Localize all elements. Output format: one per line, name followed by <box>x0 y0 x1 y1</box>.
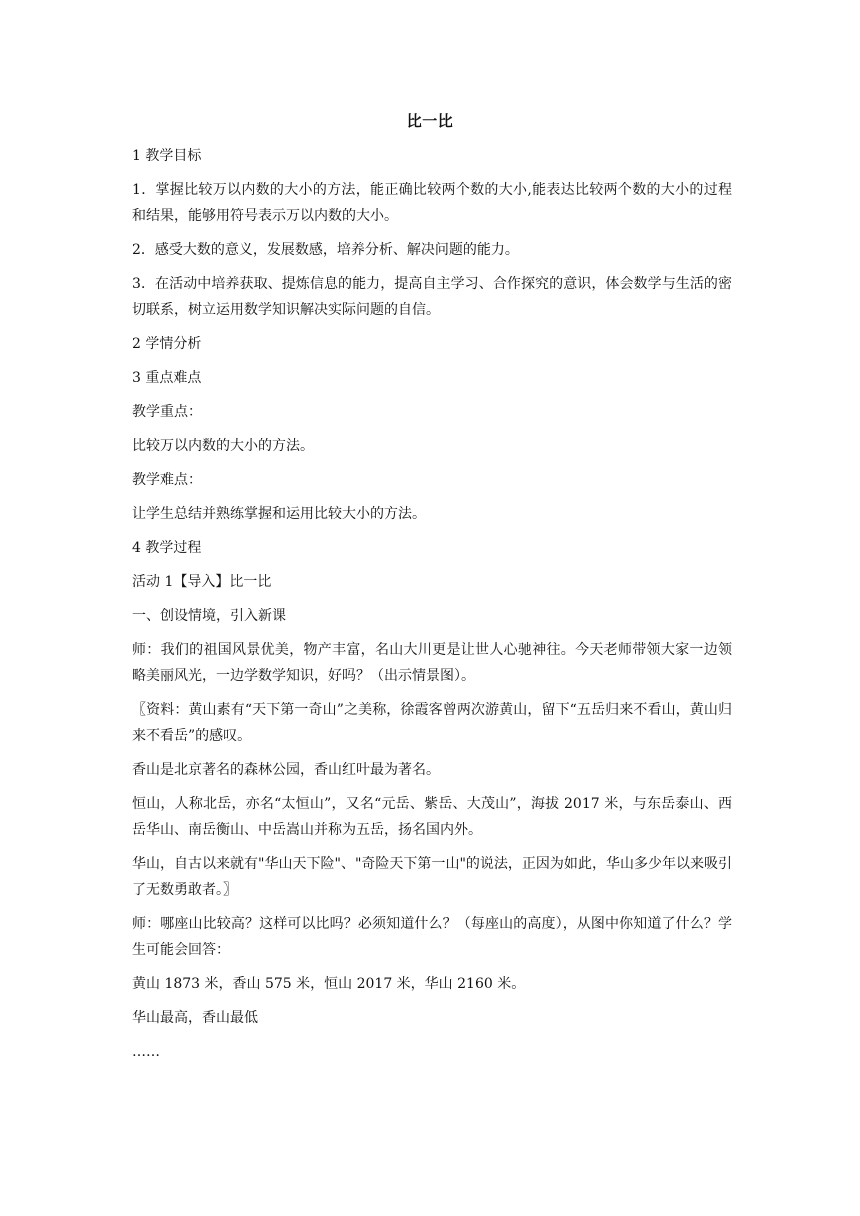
document-title: 比一比 <box>406 112 454 130</box>
teacher-intro-paragraph: 师：我们的祖国风景优美，物产丰富，名山大川更是让世人心驰神往。今天老师带领大家一边领略美丽风光，一边学数学知识，好吗？（出示情景图）。 <box>132 642 732 684</box>
activity-heading: 活动 1【导入】比一比 <box>132 574 272 590</box>
key-point-label: 教学重点： <box>132 404 202 420</box>
difficulty-text: 让学生总结并熟练掌握和运用比较大小的方法。 <box>132 506 426 522</box>
section-heading-analysis: 2 学情分析 <box>132 336 202 352</box>
section-heading-objectives: 1 教学目标 <box>132 148 202 164</box>
objective-item-1: 1．掌握比较万以内数的大小的方法，能正确比较两个数的大小,能表达比较两个数的大小的过程和结果，能够用符号表示万以内数的大小。 <box>132 182 732 224</box>
section-heading-key-points: 3 重点难点 <box>132 370 202 386</box>
ellipsis-text: …… <box>132 1044 160 1060</box>
material-xiangshan-paragraph: 香山是北京著名的森林公园，香山红叶最为著名。 <box>132 762 440 778</box>
teacher-question-paragraph: 师：哪座山比较高？这样可以比吗？必须知道什么？（每座山的高度），从图中你知道了什么？学生可能会回答： <box>132 916 732 958</box>
document-body <box>132 143 732 1073</box>
objective-item-3: 3．在活动中培养获取、提炼信息的能力，提高自主学习、合作探究的意识，体会数学与生活的密切联系，树立运用数学知识解决实际问题的自信。 <box>132 276 732 318</box>
material-huashan-paragraph: 华山，自古以来就有"华山天下险"、"奇险天下第一山"的说法，正因为如此，华山多少年以来吸引了无数勇敢者。〗 <box>132 856 732 898</box>
step-heading: 一、创设情境，引入新课 <box>132 608 286 624</box>
material-huangshan-paragraph: 〖资料：黄山素有“天下第一奇山”之美称，徐霞客曾两次游黄山，留下“五岳归来不看山，黄山归来不看岳”的感叹。 <box>132 702 732 744</box>
student-answer-comparison: 华山最高，香山最低 <box>132 1010 258 1026</box>
section-heading-process: 4 教学过程 <box>132 540 202 556</box>
objective-item-2: 2．感受大数的意义，发展数感，培养分析、解决问题的能力。 <box>132 242 519 258</box>
student-answer-heights: 黄山 1873 米，香山 575 米，恒山 2017 米，华山 2160 米。 <box>132 976 526 992</box>
difficulty-label: 教学难点： <box>132 472 202 488</box>
material-hengshan-paragraph: 恒山，人称北岳，亦名“太恒山”，又名“元岳、紫岳、大茂山”，海拔 2017 米，与东岳泰山、西岳华山、南岳衡山、中岳嵩山并称为五岳，扬名国内外。 <box>132 796 732 838</box>
key-point-text: 比较万以内数的大小的方法。 <box>132 438 314 454</box>
